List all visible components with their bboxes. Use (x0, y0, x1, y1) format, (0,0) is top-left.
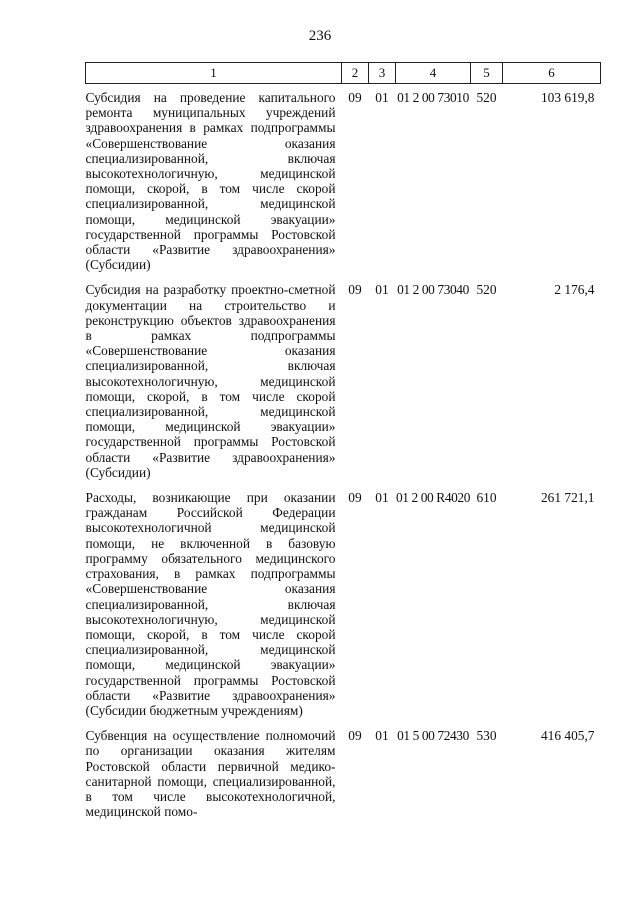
page-number: 236 (308, 28, 332, 44)
column-header-6: 6 (503, 63, 601, 84)
table-row (86, 282, 601, 490)
row-target-article: 01 2 00 73040 (397, 282, 469, 298)
row-subsection: 01 (375, 490, 389, 506)
row-subsection: 01 (375, 728, 389, 744)
row-amount: 2 176,4 (554, 282, 595, 298)
budget-table (85, 62, 601, 829)
column-header-5: 5 (471, 63, 503, 84)
row-description: Субсидия на разработку проектно-сметной документации на строительство и реконструкцию объектов здравоохранения в рамках подпрограммы «Совершенствование оказания специализированной, включая высокотехнологичную, медицинской помощи, скорой, в том числе скорой специализированной, медицинской помощи, медицинской эвакуации» государственной программы Ростовской области «Развитие здравоохранения» (Субсидии) (85, 282, 336, 480)
row-section: 09 (348, 90, 362, 105)
column-header-3: 3 (369, 63, 396, 84)
table-header-row (86, 63, 601, 84)
row-subsection: 01 (375, 90, 389, 105)
row-amount: 416 405,7 (540, 728, 595, 744)
row-expense-type: 520 (476, 282, 497, 298)
table-row (86, 90, 601, 282)
row-subsection: 01 (375, 282, 389, 298)
row-section: 09 (348, 490, 362, 506)
column-header-1: 1 (86, 63, 342, 84)
table-row (86, 490, 601, 728)
row-amount: 261 721,1 (540, 490, 595, 506)
row-section: 09 (348, 282, 362, 298)
row-amount: 103 619,8 (540, 90, 595, 105)
row-description: Субвенция на осуществление полномочий по организации оказания жителям Ростовской области первичной медико-санитарной помощи, специализированной, в том числе высокотехнологичной, медицинской помо- (85, 728, 336, 820)
row-target-article: 01 2 00 73010 (397, 90, 469, 105)
column-header-2: 2 (342, 63, 369, 84)
row-target-article: 01 2 00 R4020 (395, 490, 471, 506)
row-target-article: 01 5 00 72430 (397, 728, 469, 744)
row-expense-type: 530 (476, 728, 497, 744)
row-description: Расходы, возникающие при оказании гражданам Российской Федерации высокотехнологичной медицинской помощи, не включенной в базовую программу обязательного медицинского страхования, в рамках подпрограммы «Совершенствование оказания специализированной, включая высокотехнологичную, медицинской помощи, скорой, в том числе скорой специализированной, медицинской помощи, медицинской эвакуации» государственной программы Ростовской области «Развитие здравоохранения» (Субсидии бюджетным учреждениям) (85, 490, 336, 718)
row-expense-type: 610 (476, 490, 497, 506)
row-section: 09 (348, 728, 362, 744)
table-row (86, 728, 601, 829)
row-expense-type: 520 (476, 90, 497, 105)
column-header-4: 4 (396, 63, 471, 84)
row-description: Субсидия на проведение капитального ремонта муниципальных учреждений здравоохранения в рамках подпрограммы «Совершенствование оказания специализированной, включая высокотехнологичную, медицинской помощи, скорой, в том числе скорой специализированной, медицинской помощи, медицинской эвакуации» государственной программы Ростовской области «Развитие здравоохранения» (Субсидии) (85, 90, 336, 273)
